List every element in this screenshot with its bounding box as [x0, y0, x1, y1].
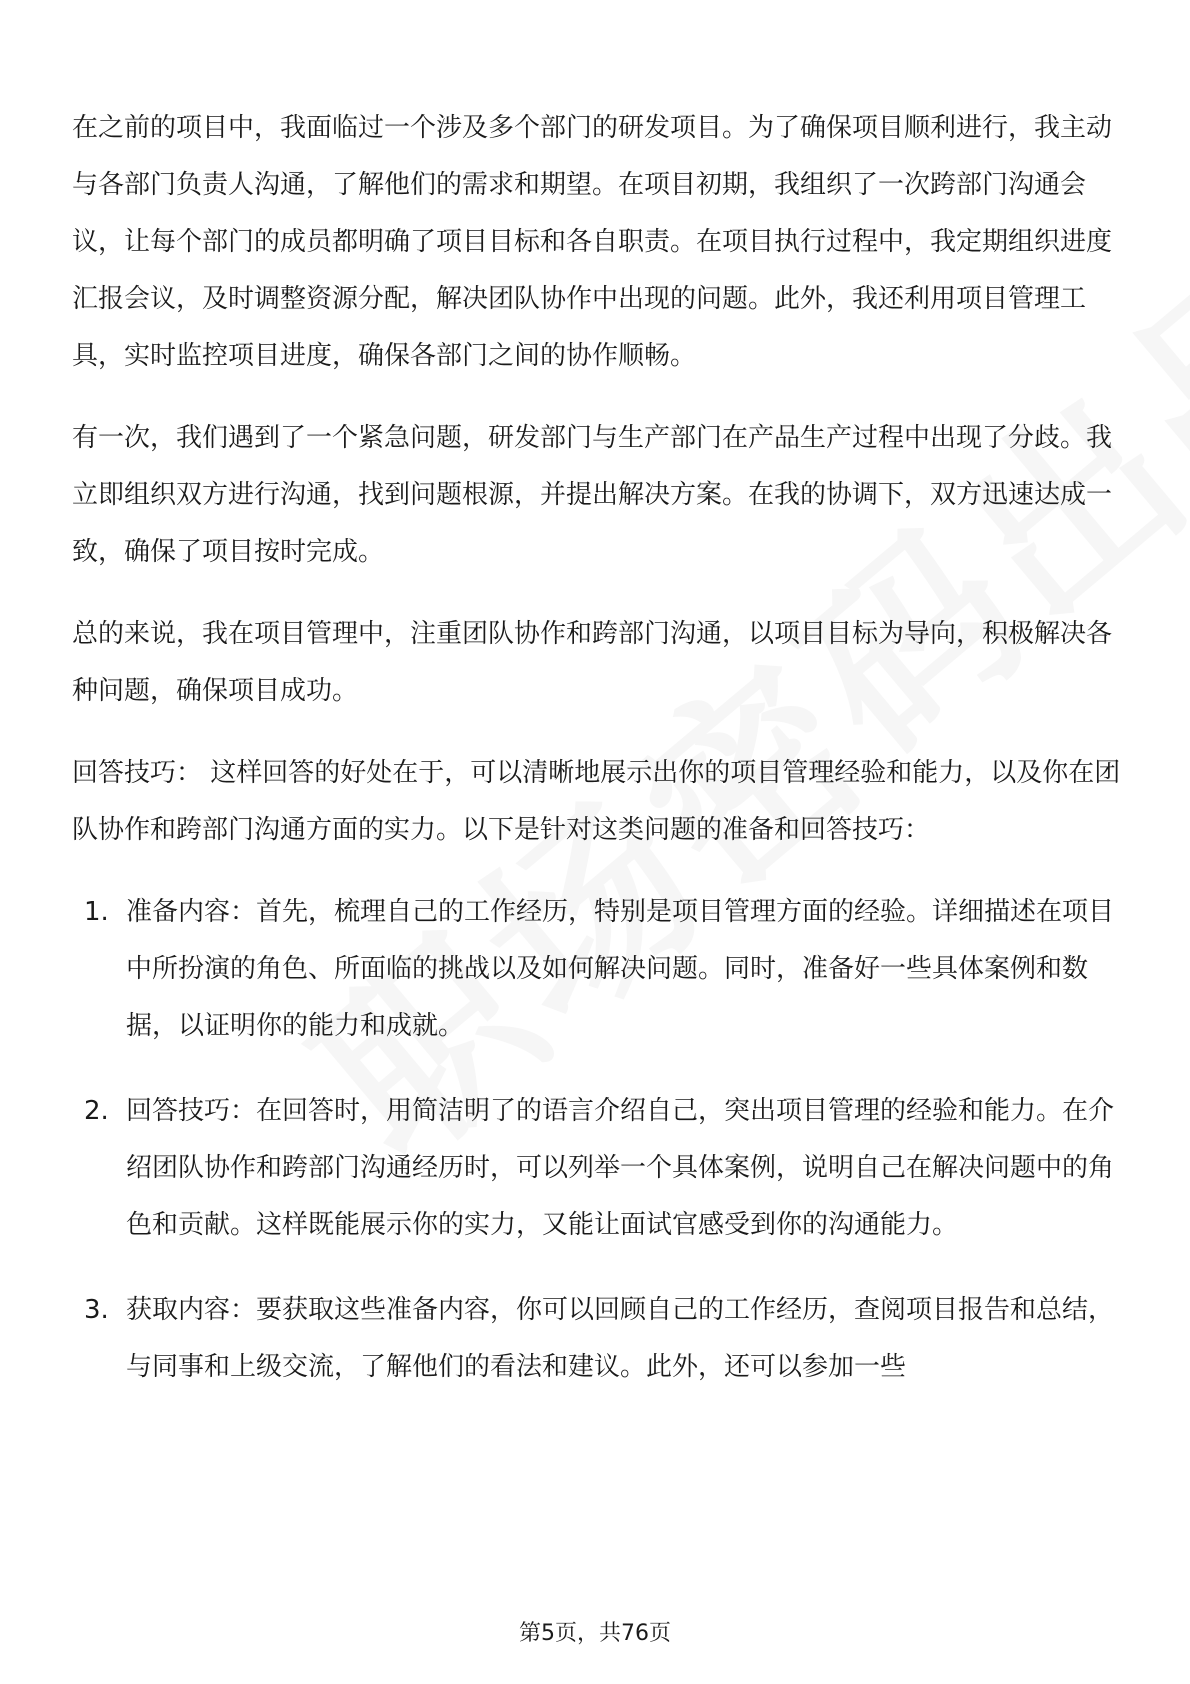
tips-list: [72, 884, 1122, 1396]
list-item-number: 1.: [84, 897, 109, 927]
list-item: [72, 1282, 1122, 1396]
paragraph-urgent-issue: 有一次，我们遇到了一个紧急问题，研发部门与生产部门在产品生产过程中出现了分歧。我立即组织双方进行沟通，找到问题根源，并提出解决方案。在我的协调下，双方迅速达成一致，确保了项目按时完成。: [72, 423, 1113, 567]
list-item-text: 准备内容：首先，梳理自己的工作经历，特别是项目管理方面的经验。详细描述在项目中所扮演的角色、所面临的挑战以及如何解决问题。同时，准备好一些具体案例和数据，以证明你的能力和成就。: [126, 897, 1115, 1041]
list-item-number: 2.: [84, 1096, 109, 1126]
paragraph-project-experience: 在之前的项目中，我面临过一个涉及多个部门的研发项目。为了确保项目顺利进行，我主动与各部门负责人沟通，了解他们的需求和期望。在项目初期，我组织了一次跨部门沟通会议，让每个部门的成员都明确了项目目标和各自职责。在项目执行过程中，我定期组织进度汇报会议，及时调整资源分配，解决团队协作中出现的问题。此外，我还利用项目管理工具，实时监控项目进度，确保各部门之间的协作顺畅。: [72, 113, 1113, 371]
list-item: [72, 1083, 1122, 1254]
paragraph-answer-tips: 回答技巧： 这样回答的好处在于，可以清晰地展示出你的项目管理经验和能力，以及你在团队协作和跨部门沟通方面的实力。以下是针对这类问题的准备和回答技巧：: [72, 758, 1121, 845]
paragraph-summary: 总的来说，我在项目管理中，注重团队协作和跨部门沟通，以项目目标为导向，积极解决各种问题，确保项目成功。: [72, 619, 1113, 706]
list-item: [72, 884, 1122, 1055]
list-item-text: 回答技巧：在回答时，用简洁明了的语言介绍自己，突出项目管理的经验和能力。在介绍团队协作和跨部门沟通经历时，可以列举一个具体案例，说明自己在解决问题中的角色和贡献。这样既能展示你的实力，又能让面试官感受到你的沟通能力。: [126, 1096, 1115, 1240]
list-item-text: 获取内容：要获取这些准备内容，你可以回顾自己的工作经历，查阅项目报告和总结，与同事和上级交流，了解他们的看法和建议。此外，还可以参加一些: [126, 1295, 1115, 1382]
page-number-footer: 第5页，共76页: [519, 1621, 671, 1646]
document-body: [72, 100, 1122, 1424]
list-item-number: 3.: [84, 1295, 109, 1325]
